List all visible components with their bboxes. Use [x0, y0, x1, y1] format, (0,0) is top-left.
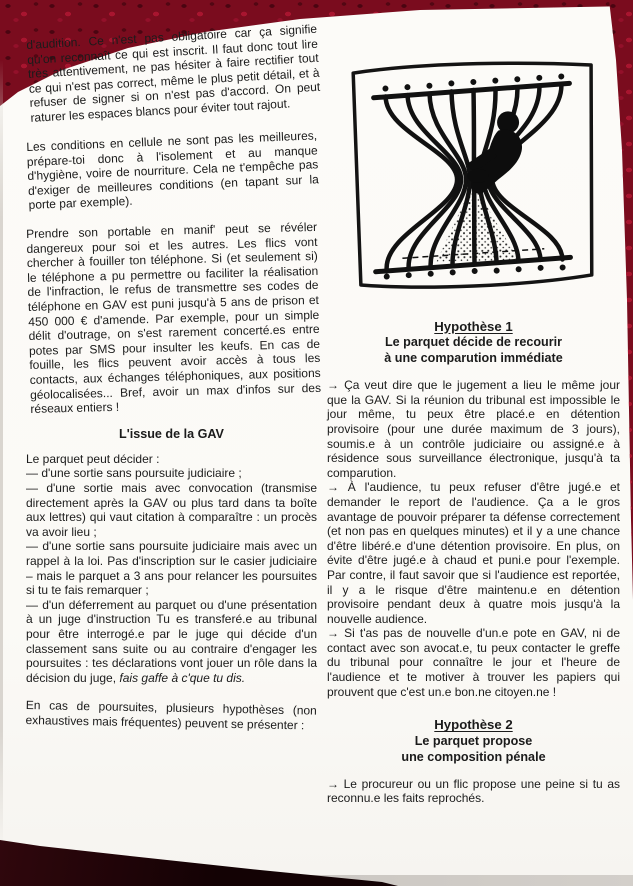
hypothesis-2-paragraph-1: → Le procureur ou un flic propose une peine si tu as reconnu.e les faits reprochés.	[327, 776, 620, 806]
hypothesis-1-paragraph-1: → Ça veut dire que le jugement a lieu le même jour que la GAV. Si la réunion du tribunal est impossible le jour même, tu peux être placé.e en détention provisoire (pour une durée maximum de 3 jours), soumis.e à un contrôle judiciaire ou assigné.e à résidence sous surveillance électronique, jusqu'à ta comparution.	[327, 378, 620, 480]
paragraph-signing-statement: d'audition. Ce n'est pas obligatoire car ça signifie qu'on reconnaît ce qui est inscrit. Il faut donc tout lire très attentivement, ne pas hésiter à faire rectifier tout ce qui n'est pas correct, même le plus petit détail, et à refuser de signer si on n'est pas d'accord. On peut raturer les espaces blancs pour éviter tout rajout.	[26, 21, 321, 125]
list-item-1: — d'une sortie sans poursuite judiciaire ;	[26, 466, 242, 481]
section-heading-issue-gav: L'issue de la GAV	[119, 427, 224, 442]
list-item-2: — d'une sortie mais avec convocation (transmise directement après la GAV ou plus tard dans ta boîte aux lettres) qui vaut citation à comparaître : un procès va avoir lieu ;	[26, 481, 317, 539]
hypothesis-1-paragraph-3: → Si t'as pas de nouvelle d'un.e pote en GAV, ni de contact avec son avocat.e, tu peux contacter le greffe du tribunal pour connaître le jour et l'heure de l'audience et te motiver à trouver les papiers qui prouvent que c'est un.e bon.ne citoyen.ne !	[327, 626, 620, 699]
page-content	[25, 21, 620, 806]
hypothesis-1-paragraph-2: → À l'audience, tu peux refuser d'être jugé.e et demander le report de l'audience. Ça a le gros avantage de pouvoir préparer ta défense correctement (et non pas en quelques minutes) et il y a une chance d'être libéré.e d'une détention provisoire. En plus, on évite d'être jugé.e à chaud et puni.e pour l'exemple. Par contre, il faut savoir que si l'audience est reportée, il y a le risque d'être maintenu.e en détention provisoire pendant deux à quatre mois jusqu'à la nouvelle audience.	[327, 480, 620, 626]
hourglass-prison-bars-illustration	[338, 49, 608, 303]
hypothesis-1-title: Hypothèse 1	[434, 318, 513, 334]
hypothesis-1-subtitle-line-2: à une comparution immédiate	[384, 351, 563, 366]
hypothesis-1-heading	[327, 320, 620, 367]
hourglass-cage-drawing-icon	[338, 49, 608, 300]
hypothesis-2-title: Hypothèse 2	[434, 717, 513, 733]
hypothesis-2-subtitle-line-2: une composition pénale	[401, 749, 546, 764]
left-column	[25, 21, 322, 806]
right-column	[327, 38, 620, 806]
list-intro: Le parquet peut décider :	[26, 451, 160, 466]
paragraph-cell-conditions: Les conditions en cellule ne sont pas les meilleures, prépare-toi donc à l'isolement et au manque d'hygiène, voire de nourriture. Cela ne t'empêche pas d'exiger de meilleures conditions (en tapant sur la porte par exemple).	[26, 127, 320, 212]
list-item-4-italic: fais gaffe à c'que tu dis.	[119, 670, 246, 685]
hypothesis-2-subtitle-line-1: Le parquet propose	[414, 733, 533, 748]
paper-left-edge-shadow	[0, 60, 3, 850]
hypothesis-1-subtitle-line-1: Le parquet décide de recourir	[384, 335, 563, 350]
list-item-4-main: — d'un déferrement au parquet ou d'une présentation à un juge d'instruction Tu es transferé.e au tribunal pour être interrogé.e par le juge qui décide d'un classement sans suite ou au contraire d'engager les poursuites : tes déclarations vont jouer un rôle dans la décision du juge,	[26, 597, 317, 685]
list-item-3: — d'une sortie sans poursuite judiciaire mais avec un rappel à la loi. Pas d'inscription sur le casier judiciaire – mais le parquet a 3 ans pour relancer les poursuites si tu te fais remarquer ;	[26, 539, 317, 598]
hypothesis-2-heading	[327, 718, 620, 765]
closing-paragraph: En cas de poursuites, plusieurs hypothèses (non exhaustives mais fréquentes) peuvent se présenter :	[25, 698, 317, 733]
paragraph-phone-risks: Prendre son portable en manif' peut se révéler dangereux pour soi et les autres. Les flics vont chercher à fouiller ton téléphone. Si (et seulement si) le téléphone a pu permettre ou faciliter la réalisation de l'infraction, le refus de transmettre ses codes de téléphone en GAV est puni jusqu'à 5 ans de prison et 450 000 € d'amende. Par exemple, pour un simple délit d'outrage, on s'est rarement concerté.es entre potes par SMS pour insulter les keufs. En cas de fouille, les flics peuvent avoir accès à tous les contacts, aux échanges téléphoniques, aux positions géolocalisées... Bref, avoir un max d'infos sur des réseaux entiers !	[26, 219, 322, 416]
list-item-4	[26, 598, 317, 686]
